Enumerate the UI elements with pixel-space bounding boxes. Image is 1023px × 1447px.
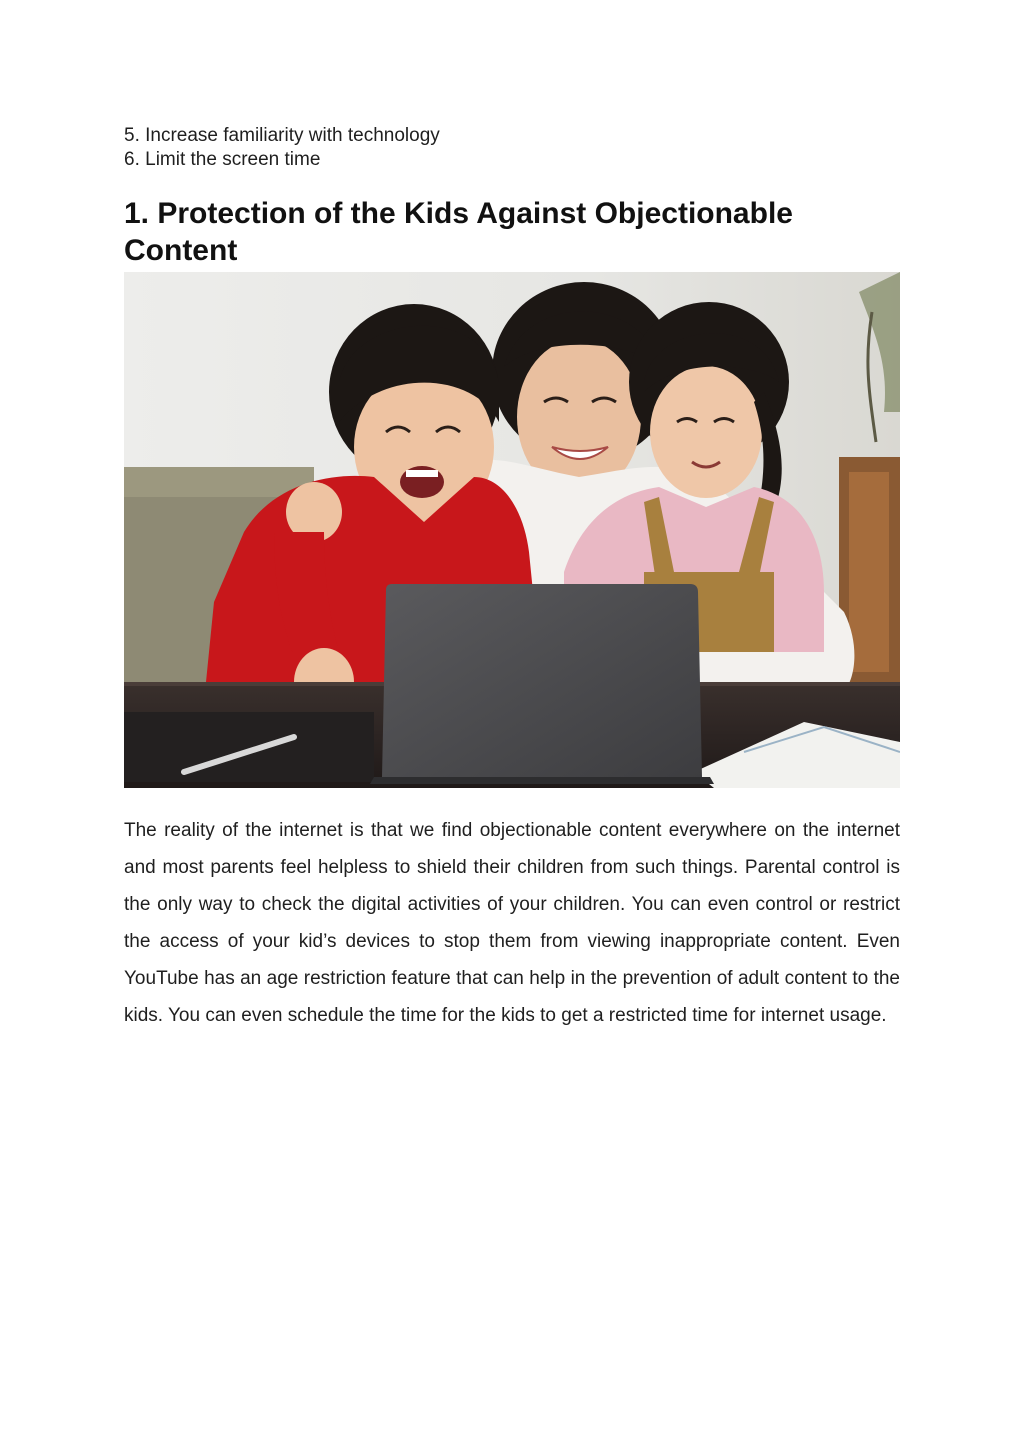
list-item: 5. Increase familiarity with technology [124, 125, 440, 146]
family-laptop-photo [124, 272, 900, 788]
numbered-list [124, 124, 440, 172]
list-item: 6. Limit the screen time [124, 149, 321, 170]
section-heading: 1. Protection of the Kids Against Objectionable Content [124, 197, 793, 267]
section-paragraph: The reality of the internet is that we find objectionable content everywhere on the internet and most parents feel helpless to shield their children from such things. Parental control is the only way to check the digital activities of your children. You can even control or restrict the access of your kid’s devices to stop them from viewing inappropriate content. Even YouTube has an age restriction feature that can help in the prevention of adult content to the kids. You can even schedule the time for the kids to get a restricted time for internet usage. [124, 820, 900, 1026]
